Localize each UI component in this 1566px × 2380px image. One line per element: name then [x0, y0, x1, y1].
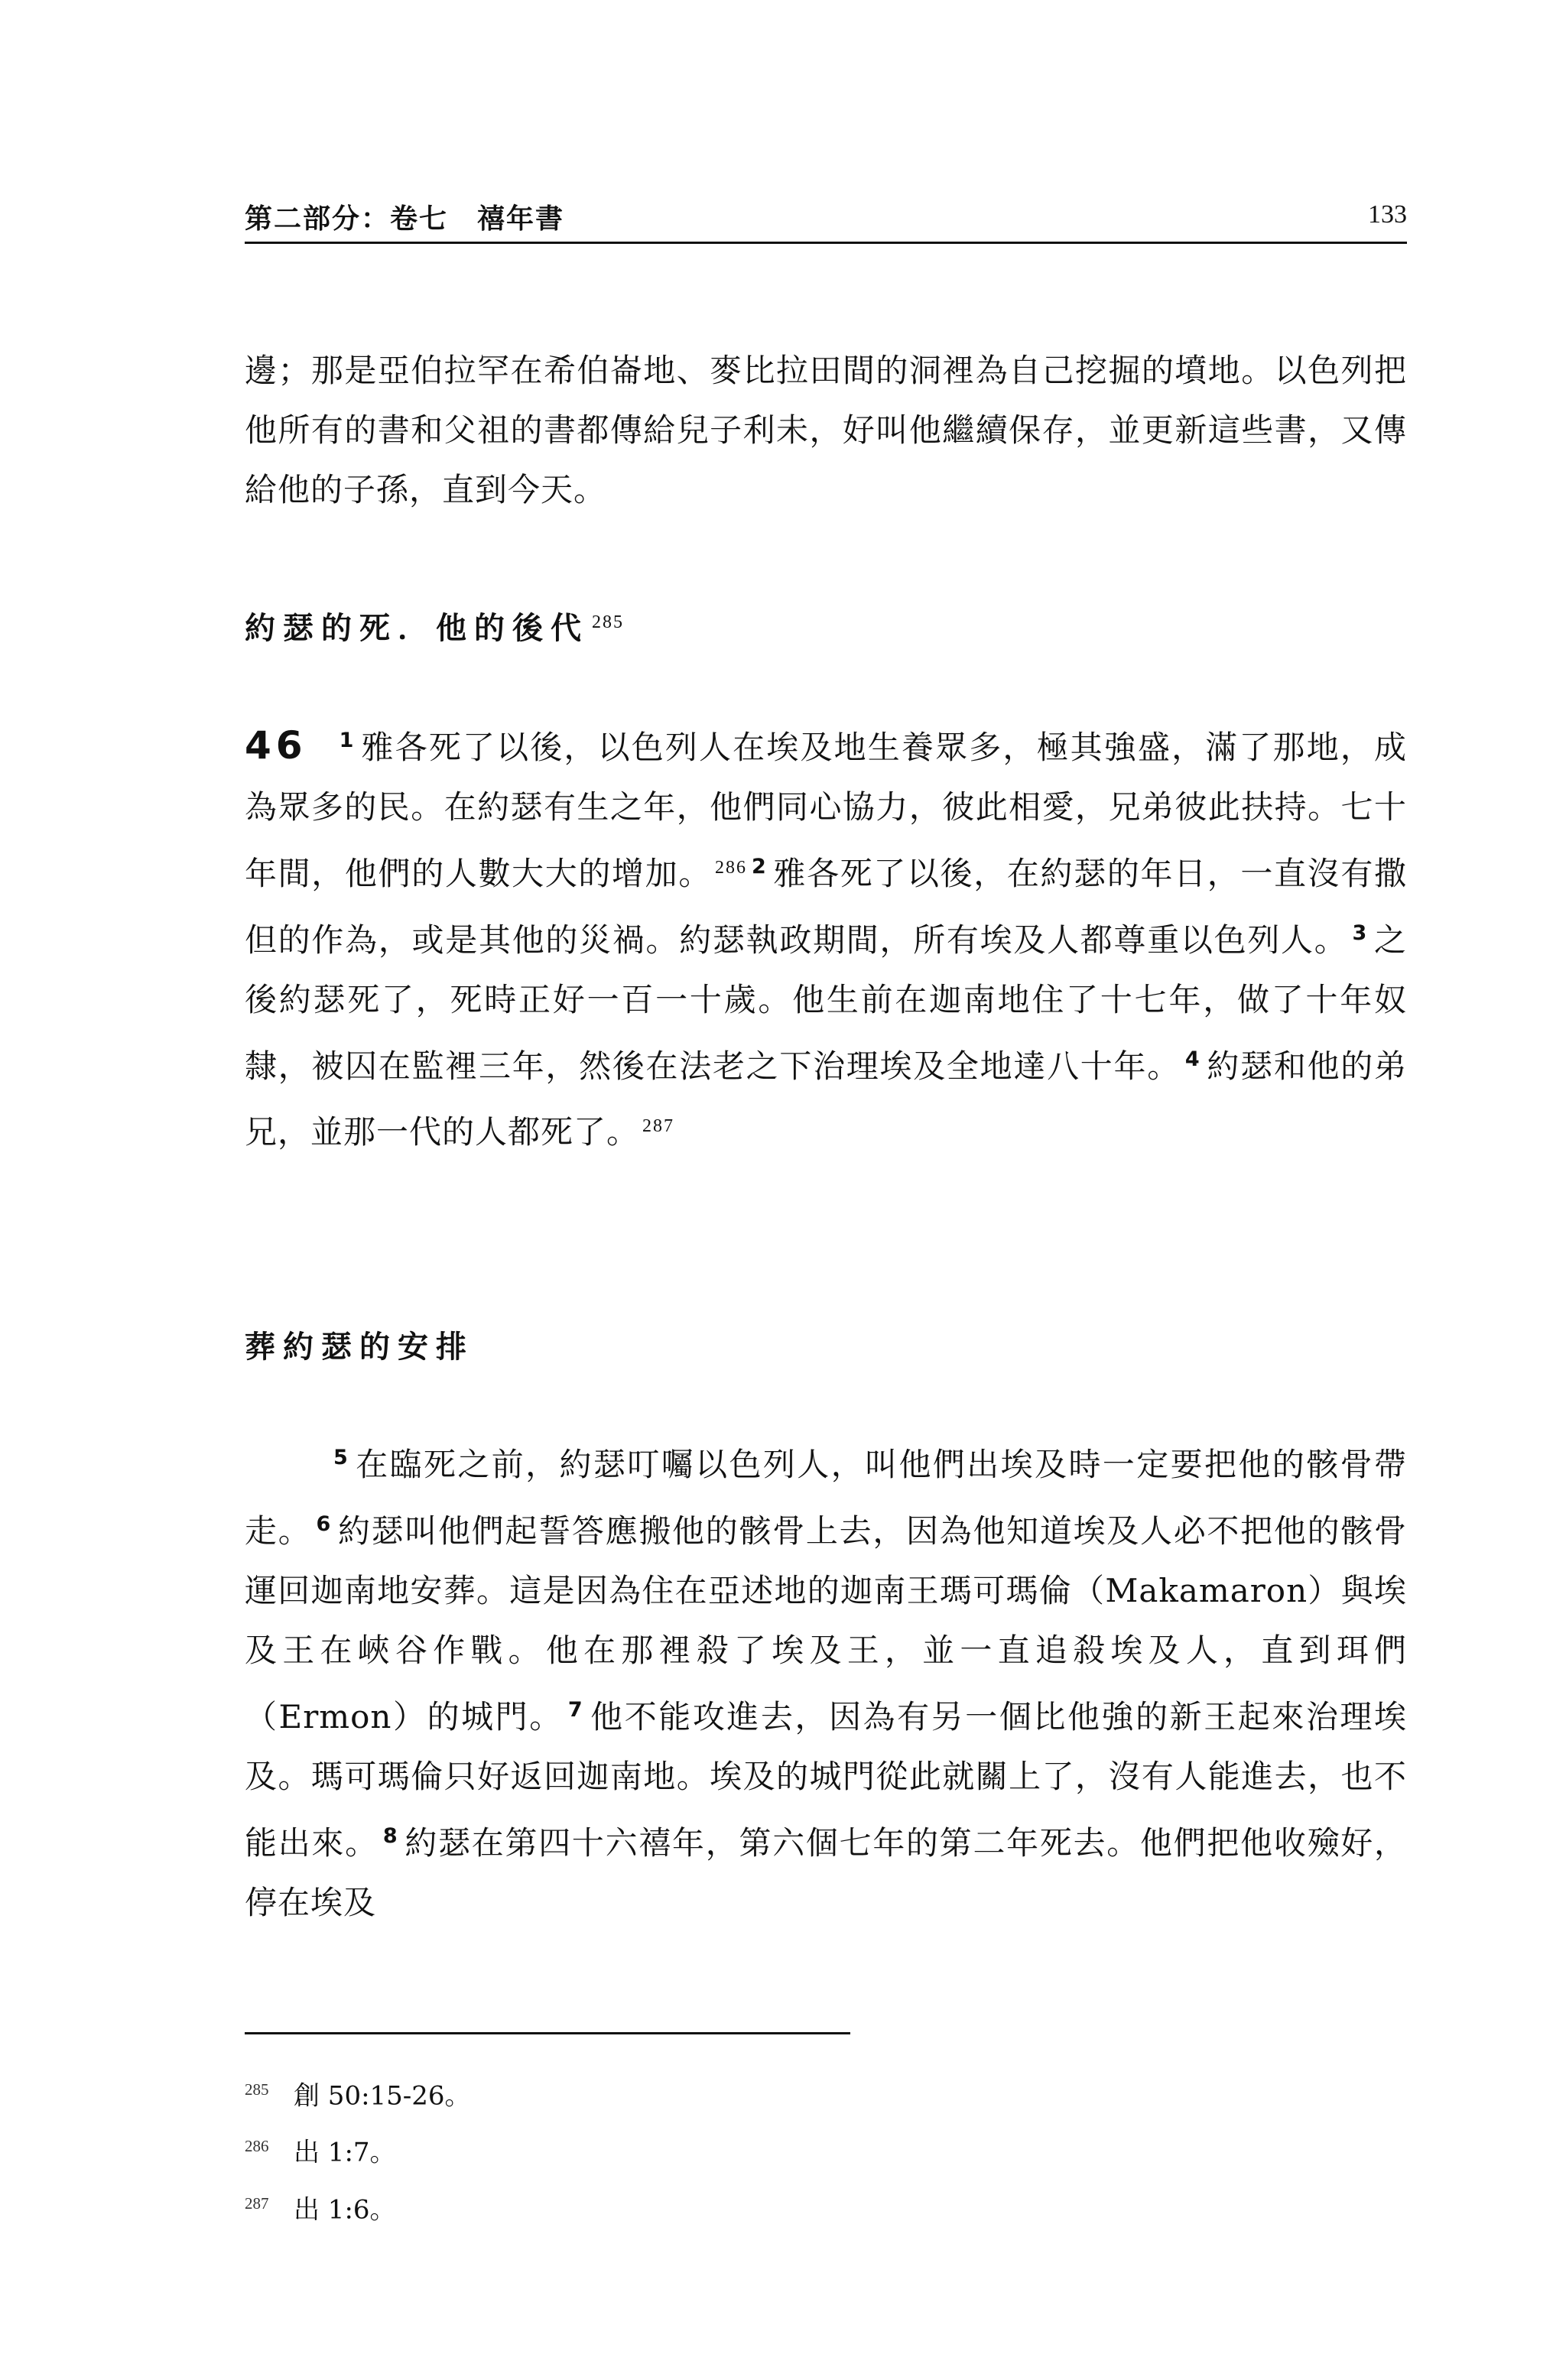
- chapter-number: 46: [245, 723, 307, 768]
- verse-number: 7: [567, 1698, 583, 1722]
- footnote-reference: 286: [714, 858, 747, 878]
- running-header: [245, 180, 1407, 244]
- verse-text: 雅各死了以後，以色列人在埃及地生養眾多，極其強盛，滿了那地，成為眾多的民。在約瑟有生之年，他們同心協力，彼此相愛，兄弟彼此扶持。七十年間，他們的人數大大的增加。: [245, 729, 1407, 892]
- chapter-46-paragraph: [245, 711, 1407, 1162]
- verse-text: 他不能攻進去，因為有另一個比他強的新王起來治理埃及。瑪可瑪倫只好返回迦南地。埃及的城門從此就關上了，沒有人能進去，也不能出來。: [245, 1698, 1407, 1862]
- footnote-text: 出 1:6。: [294, 2193, 396, 2225]
- footnote-item: [245, 2121, 1009, 2177]
- verse-text: 約瑟和他的弟兄，並那一代的人都死了。: [245, 1047, 1407, 1151]
- verse-number: 5: [333, 1446, 349, 1469]
- page-number: 133: [1368, 200, 1407, 229]
- verse-number: 6: [316, 1512, 332, 1536]
- verse-number: 3: [1352, 921, 1368, 945]
- footnote-divider: [245, 2032, 850, 2034]
- verse-text: 約瑟叫他們起誓答應搬他的骸骨上去，因為他知道埃及人必不把他的骸骨運回迦南地安葬。這是因為住在亞述地的迦南王瑪可瑪倫（Makamaron）與埃及王在峽谷作戰。他在那裡殺了埃及王，並一直追殺埃及人，直到珥們（Ermon）的城門。: [245, 1512, 1407, 1735]
- footnote-item: [245, 2064, 1009, 2121]
- verse-number: 8: [382, 1824, 398, 1848]
- footnote-number: 286: [245, 2137, 269, 2156]
- footnote-reference: 285: [592, 612, 624, 632]
- footnote-number: 287: [245, 2193, 269, 2213]
- verse-number: 4: [1184, 1047, 1200, 1071]
- footnote-text: 創 50:15-26。: [294, 2080, 471, 2112]
- verse-number: 2: [751, 855, 767, 878]
- footnote-list: [245, 2064, 1009, 2235]
- footnote-item: [245, 2178, 1009, 2235]
- verse-text: 在臨死之前，約瑟叮囑以色列人，叫他們出埃及時一定要把他的骸骨帶走。: [245, 1446, 1407, 1550]
- opening-paragraph: 邊；那是亞伯拉罕在希伯崙地、麥比拉田間的洞裡為自己挖掘的墳地。以色列把他所有的書和父祖的書都傳給兒子利未，好叫他繼續保存，並更新這些書，又傳給他的子孫，直到今天。: [245, 352, 1407, 508]
- section-heading-death-of-joseph: [245, 604, 624, 648]
- verse-text: 雅各死了以後，在約瑟的年日，一直沒有撒但的作為，或是其他的災禍。約瑟執政期間，所有埃及人都尊重以色列人。: [245, 855, 1407, 959]
- verse-text: 之後約瑟死了，死時正好一百一十歲。他生前在迦南地住了十七年，做了十年奴隸，被囚在監裡三年，然後在法老之下治理埃及全地達八十年。: [245, 921, 1407, 1085]
- running-title: 第二部分：卷七 禧年書: [245, 203, 565, 235]
- section-heading-text: 約瑟的死．他的後代: [245, 611, 589, 646]
- footnote-text: 出 1:7。: [294, 2137, 396, 2168]
- verse-text: 約瑟在第四十六禧年，第六個七年的第二年死去。他們把他收殮好，停在埃及: [245, 1824, 1407, 1921]
- footnote-reference: 287: [642, 1116, 675, 1136]
- verse-number: 1: [339, 729, 355, 752]
- section-heading-burial-arrangement: 葬約瑟的安排: [245, 1330, 474, 1365]
- footnote-number: 285: [245, 2080, 269, 2099]
- burial-paragraph: [245, 1428, 1407, 1933]
